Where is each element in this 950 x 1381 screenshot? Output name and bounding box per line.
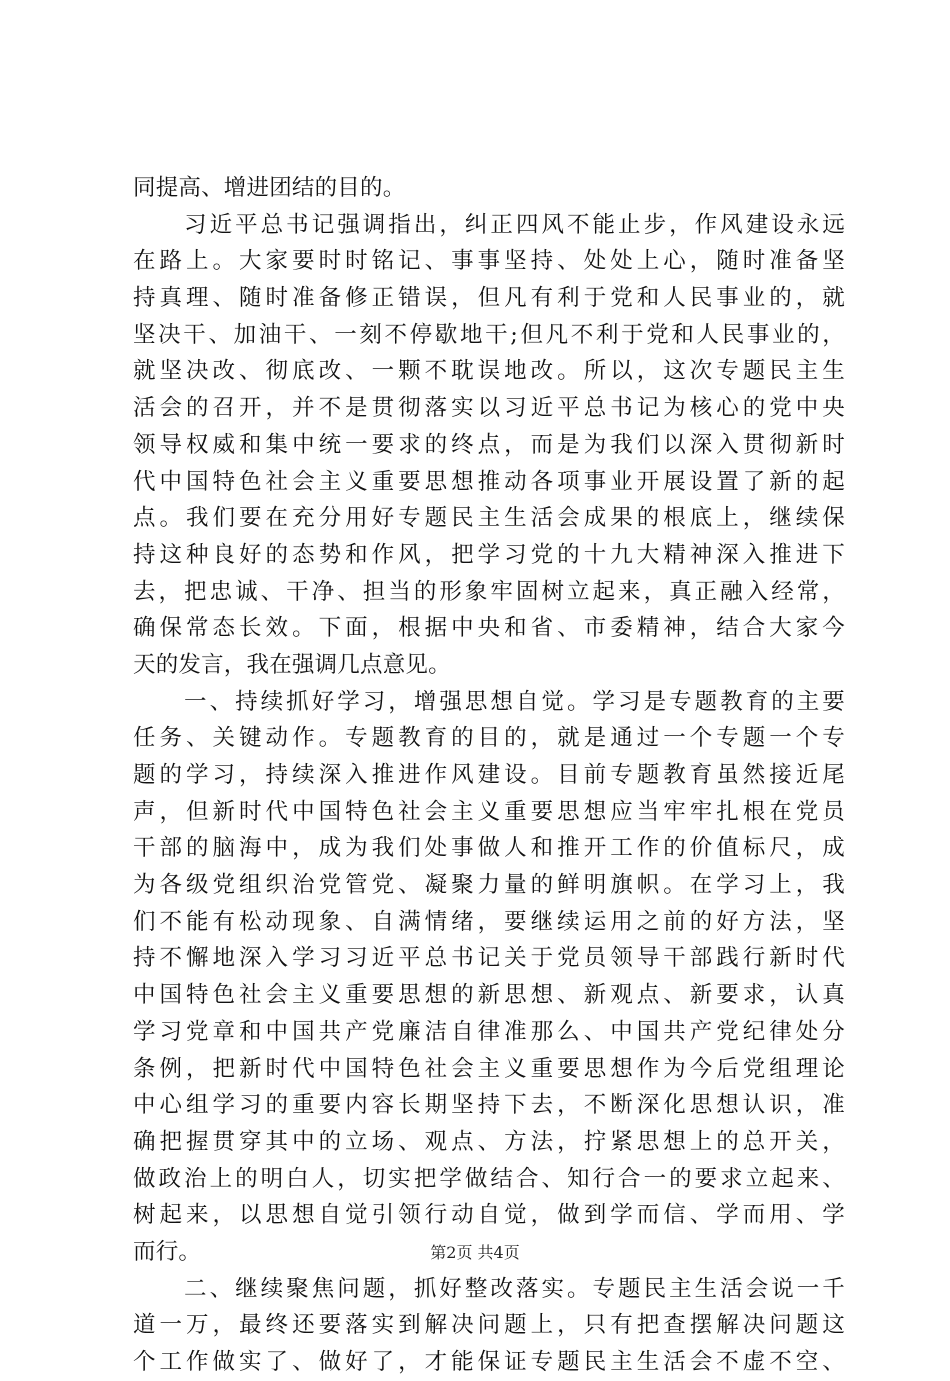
text-line: 点。我们要在充分用好专题民主生活会成果的根底上，继续保 xyxy=(133,505,845,532)
text-line: 习近平总书记强调指出，纠正四风不能止步，作风建设永远 xyxy=(133,211,845,238)
text-line: 为各级党组织治党管党、凝聚力量的鲜明旗帜。在学习上，我 xyxy=(133,872,845,899)
body-text xyxy=(133,170,845,1381)
text-line: 干部的脑海中，成为我们处事做人和推开工作的价值标尺，成 xyxy=(133,835,845,862)
text-line: 确把握贯穿其中的立场、观点、方法，拧紧思想上的总开关， xyxy=(133,1128,845,1155)
text-line: 持这种良好的态势和作风，把学习党的十九大精神深入推进下 xyxy=(133,541,845,568)
text-line: 学习党章和中国共产党廉洁自律准那么、中国共产党纪律处分 xyxy=(133,1018,845,1045)
text-line: 领导权威和集中统一要求的终点，而是为我们以深入贯彻新时 xyxy=(133,431,845,458)
text-line: 而行。 xyxy=(133,1238,202,1265)
text-line: 确保常态长效。下面，根据中央和省、市委精神，结合大家今 xyxy=(133,615,845,642)
page-footer: 第2页 共4页 xyxy=(430,1243,520,1262)
text-line: 就坚决改、彻底改、一颗不耽误地改。所以，这次专题民主生 xyxy=(133,358,845,385)
text-line: 坚决干、加油干、一刻不停歇地干;但凡不利于党和人民事业的， xyxy=(133,321,845,348)
text-line: 同提高、增进团结的目的。 xyxy=(133,175,406,201)
text-line: 去，把忠诚、干净、担当的形象牢固树立起来，真正融入经常， xyxy=(133,578,845,605)
text-line: 中国特色社会主义重要思想的新思想、新观点、新要求，认真 xyxy=(133,982,845,1009)
text-line: 们不能有松动现象、自满情绪，要继续运用之前的好方法，坚 xyxy=(133,908,845,935)
text-line: 条例，把新时代中国特色社会主义重要思想作为今后党组理论 xyxy=(133,1055,845,1082)
text-line: 树起来，以思想自觉引领行动自觉，做到学而信、学而用、学 xyxy=(133,1202,845,1229)
text-line: 个工作做实了、做好了，才能保证专题民主生活会不虚不空、 xyxy=(133,1349,845,1375)
text-line: 持不懈地深入学习习近平总书记关于党员领导干部践行新时代 xyxy=(133,945,845,972)
text-line: 声，但新时代中国特色社会主义重要思想应当牢牢扎根在党员 xyxy=(133,798,845,825)
text-line: 持真理、随时准备修正错误，但凡有利于党和人民事业的，就 xyxy=(133,285,845,312)
text-line: 题的学习，持续深入推进作风建设。目前专题教育虽然接近尾 xyxy=(133,762,845,788)
text-line: 代中国特色社会主义重要思想推动各项事业开展设置了新的起 xyxy=(133,468,845,495)
text-line: 在路上。大家要时时铭记、事事坚持、处处上心，随时准备坚 xyxy=(133,248,845,275)
text-line: 中心组学习的重要内容长期坚持下去，不断深化思想认识，准 xyxy=(133,1092,845,1119)
text-line: 二、继续聚焦问题，抓好整改落实。专题民主生活会说一千 xyxy=(133,1275,845,1302)
text-line: 做政治上的明白人，切实把学做结合、知行合一的要求立起来、 xyxy=(133,1165,845,1192)
text-line: 一、持续抓好学习，增强思想自觉。学习是专题教育的主要 xyxy=(133,688,845,715)
text-line: 道一万，最终还要落实到解决问题上，只有把查摆解决问题这 xyxy=(133,1312,845,1339)
text-line: 天的发言，我在强调几点意见。 xyxy=(133,651,451,678)
text-line: 任务、关键动作。专题教育的目的，就是通过一个专题一个专 xyxy=(133,725,845,752)
text-line: 活会的召开，并不是贯彻落实以习近平总书记为核心的党中央 xyxy=(133,395,845,422)
